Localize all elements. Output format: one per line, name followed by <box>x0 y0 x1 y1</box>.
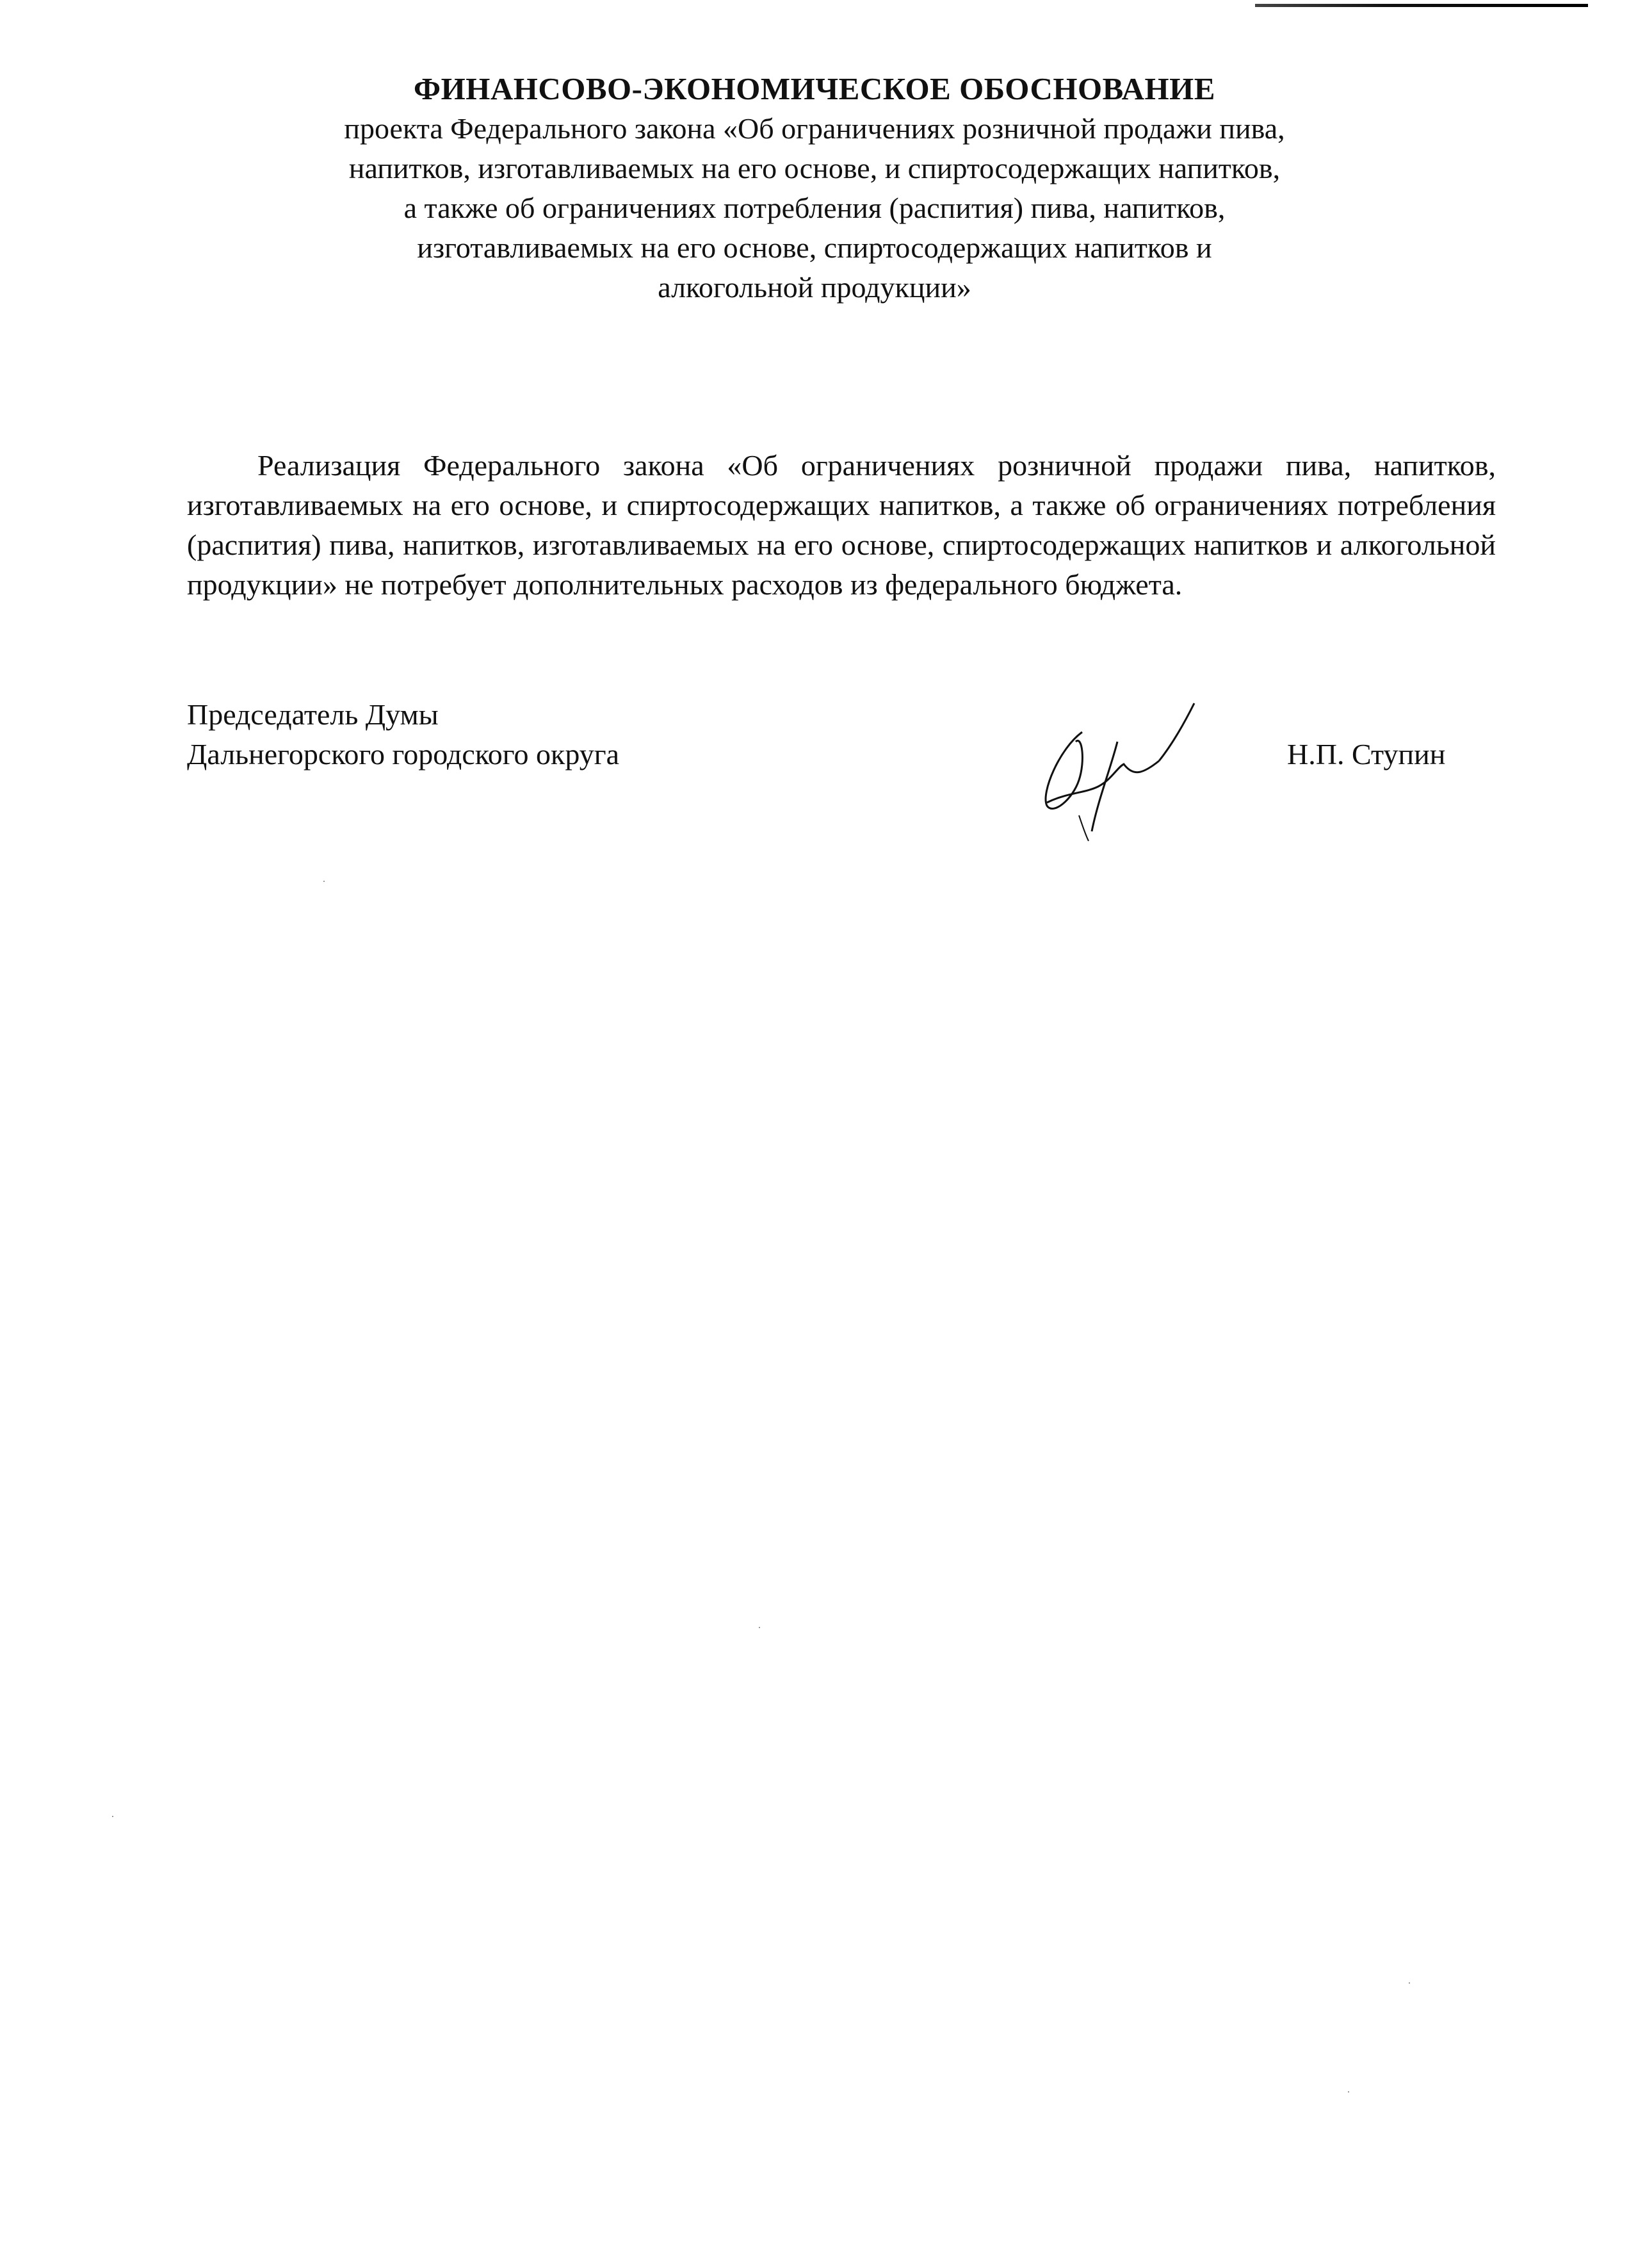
subtitle-line: изготавливаемых на его основе, спиртосодержащих напитков и <box>417 231 1212 264</box>
scan-artifact-line <box>1255 4 1588 7</box>
handwritten-signature <box>1021 697 1239 844</box>
document-subtitle <box>251 109 1378 307</box>
position-line: Дальнегорского городского округа <box>187 738 620 771</box>
scan-speck <box>112 1816 113 1817</box>
scan-speck <box>323 881 325 882</box>
subtitle-line: напитков, изготавливаемых на его основе, и спиртосодержащих напитков, <box>348 152 1281 184</box>
scan-speck <box>759 1627 760 1628</box>
subtitle-line: алкогольной продукции» <box>658 271 971 304</box>
signatory-position <box>187 695 619 774</box>
scan-speck <box>1409 1982 1410 1984</box>
signatory-name: Н.П. Ступин <box>1287 738 1446 771</box>
document-title: ФИНАНСОВО-ЭКОНОМИЧЕСКОЕ ОБОСНОВАНИЕ <box>414 71 1215 106</box>
subtitle-line: а также об ограничениях потребления (распития) пива, напитков, <box>403 192 1226 224</box>
subtitle-line: проекта Федерального закона «Об ограничениях розничной продажи пива, <box>344 112 1285 145</box>
title-block <box>0 69 1629 307</box>
body-paragraph: Реализация Федерального закона «Об ограничениях розничной продажи пива, напитков, изготавливаемых на его основе, и спиртосодержащих напитков, а также об ограничениях потребления (распития) пива, напитков, изготавливаемых на его основе, спиртосодержащих напитков и алкогольной продукции» не потребует дополнительных расходов из федерального бюджета. <box>187 449 1496 601</box>
scan-speck <box>1348 2091 1349 2093</box>
position-line: Председатель Думы <box>187 698 439 731</box>
